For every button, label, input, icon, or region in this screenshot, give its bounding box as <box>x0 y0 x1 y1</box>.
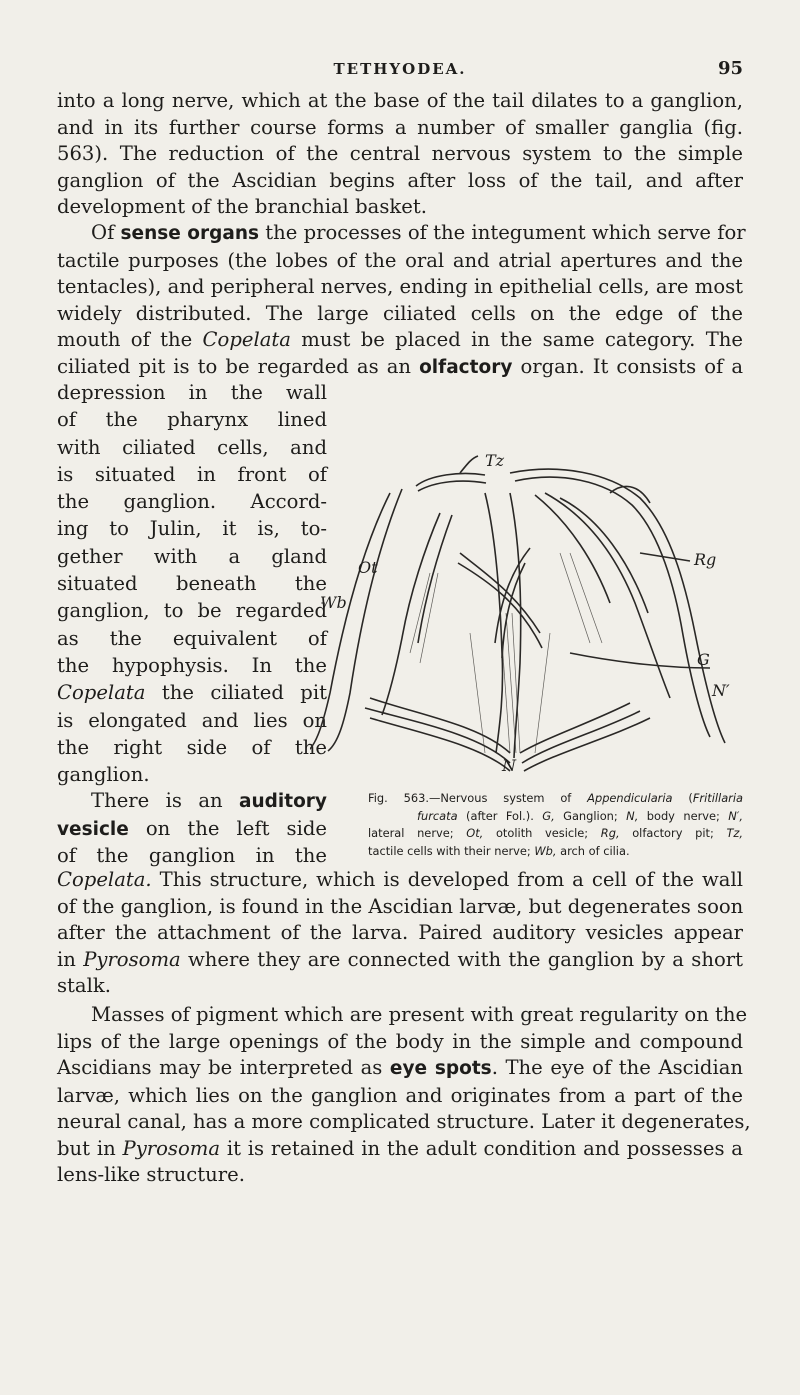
text-line: and in its further course forms a number of smaller ganglia (fig. <box>57 115 743 139</box>
text-line: vesicle on the left side <box>57 816 327 840</box>
page-number: 95 <box>717 58 743 79</box>
text-line: after the attachment of the larva. Paired auditory vesicles appear <box>57 921 743 944</box>
figure-label-n: N <box>502 756 516 775</box>
text-line: of the ganglion, is found in the Ascidian larvæ, but degenerates soon <box>57 894 744 918</box>
text-line: larvæ, which lies on the ganglion and originates from a part of the <box>57 1083 743 1107</box>
term-vesicle: vesicle <box>57 818 129 840</box>
text-line: of the ganglion in the <box>57 844 327 867</box>
text-line: in Pyrosoma where they are connected with the ganglion by a short <box>57 947 743 971</box>
figure-nervous-system <box>310 453 740 778</box>
caption-line: Fig. 563.—Nervous system of Appendicularia (Fritillaria <box>368 791 743 805</box>
caption-line: tactile cells with their nerve; Wb, arch of cilia. <box>368 843 630 858</box>
figure-label-ot: Ot <box>358 558 378 577</box>
text-line: 563). The reduction of the central nervous system to the simple <box>57 142 743 165</box>
text-line: There is an auditory <box>91 789 327 812</box>
text-line: Copelata the ciliated pit <box>57 681 327 705</box>
paragraph-2 <box>57 220 746 381</box>
figure-label-g: G <box>697 650 710 669</box>
text-line: with ciliated cells, and <box>57 435 327 459</box>
paragraph-2-narrow <box>57 379 327 788</box>
text-line: into a long nerve, which at the base of the tail dilates to a ganglion, <box>57 89 743 112</box>
figure-caption <box>368 790 743 860</box>
text-line: widely distributed. The large ciliated cells on the edge of the <box>57 301 743 325</box>
text-line: depression in the wall <box>57 381 327 404</box>
text-line: tentacles), and peripheral nerves, ending in epithelial cells, are most <box>57 275 744 298</box>
text-line: as the equivalent of <box>57 626 327 650</box>
text-line: development of the branchial basket. <box>57 195 427 218</box>
term-eye-spots: eye spots <box>389 1058 492 1079</box>
term-sense-organs: sense organs <box>120 223 260 244</box>
caption-line: furcata (after Fol.). G, Ganglion; N, body nerve; N′, <box>417 808 744 823</box>
text-line: tactile purposes (the lobes of the oral and atrial apertures and the <box>57 248 743 272</box>
running-head: TETHYODEA. <box>333 60 467 78</box>
figure-label-n-prime: N′ <box>712 681 730 700</box>
caption-line: lateral nerve; Ot, otolith vesicle; Rg, olfactory pit; Tz, <box>368 826 744 840</box>
text-line: the hypophysis. In the <box>57 653 327 677</box>
text-line: but in Pyrosoma it is retained in the adult condition and possesses a <box>57 1136 743 1160</box>
text-line: ing to Julin, it is, to- <box>57 517 327 541</box>
paragraph-3-narrow <box>57 788 327 870</box>
text-line: situated beneath the <box>57 572 327 596</box>
text-line: gether with a gland <box>57 544 327 568</box>
text-line: is elongated and lies on <box>57 708 327 732</box>
text-line: neural canal, has a more complicated structure. Later it degenerates, <box>57 1110 751 1133</box>
text-line: ganglion. <box>57 763 150 787</box>
text-line: of the pharynx lined <box>57 408 327 432</box>
text-line: mouth of the Copelata must be placed in the same category. The <box>57 328 743 351</box>
paragraph-4 <box>57 1002 751 1189</box>
text-line: lens-like structure. <box>57 1163 245 1186</box>
text-line: Of sense organs the processes of the integument which serve for <box>91 221 746 244</box>
nervous-system-illustration <box>310 453 740 778</box>
text-line: lips of the large openings of the body in the simple and compound <box>57 1029 743 1053</box>
paragraph-3 <box>57 867 743 1000</box>
text-line: Ascidians may be interpreted as eye spots. The eye of the Ascidian <box>57 1056 744 1079</box>
term-auditory: auditory <box>239 791 327 812</box>
figure-label-tz: Tz <box>485 451 505 470</box>
term-olfactory: olfactory <box>419 356 513 378</box>
text-line: the ganglion. Accord- <box>57 490 327 514</box>
paragraph-1 <box>57 88 743 221</box>
text-line: the right side of the <box>57 735 327 759</box>
text-line: Masses of pigment which are present with great regularity on the <box>91 1003 748 1026</box>
text-line: stalk. <box>57 974 111 997</box>
text-line: ganglion, to be regarded <box>57 599 327 623</box>
text-line: is situated in front of <box>57 462 327 486</box>
text-line: ganglion of the Ascidian begins after loss of the tail, and after <box>57 168 743 192</box>
figure-label-wb: Wb <box>320 593 347 612</box>
text-line: ciliated pit is to be regarded as an olfactory organ. It consists of a <box>57 354 743 378</box>
figure-label-rg: Rg <box>694 550 717 569</box>
text-line: Copelata. This structure, which is developed from a cell of the wall <box>57 868 743 891</box>
